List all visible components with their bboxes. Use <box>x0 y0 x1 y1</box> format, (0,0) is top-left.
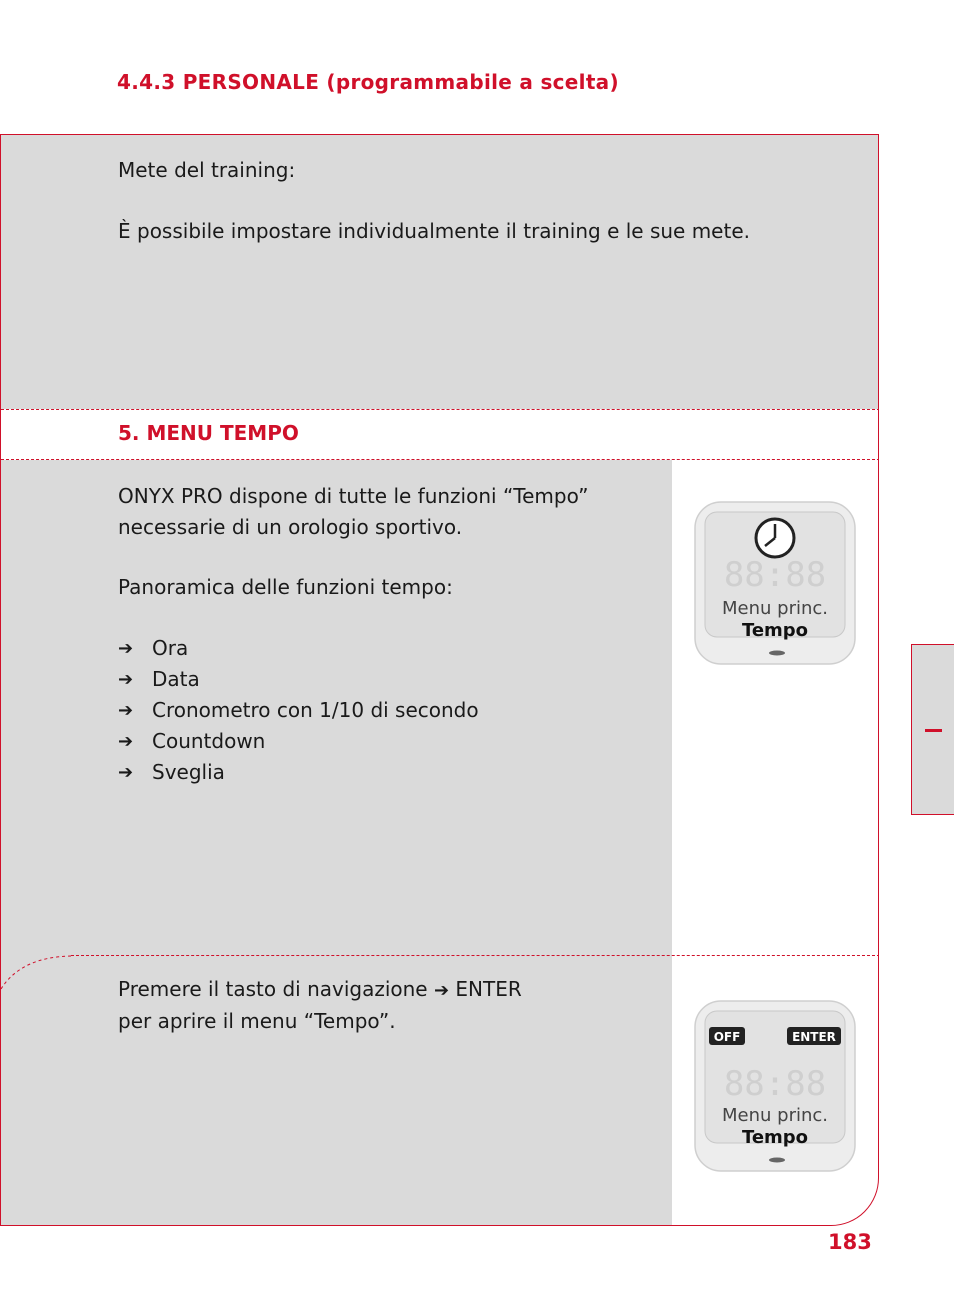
intro-line: Mete del training: <box>118 158 296 182</box>
instruction-line: per aprire il menu “Tempo”. <box>118 1009 396 1033</box>
lcd-line-2: Tempo <box>741 620 809 641</box>
chapter-tab <box>911 644 954 815</box>
watch-display-enter <box>691 993 863 1178</box>
lcd-line-1: Menu princ. <box>722 598 828 619</box>
content-panel <box>0 134 879 1226</box>
menu-description <box>118 481 589 543</box>
divider-curve <box>1 955 73 991</box>
divider <box>71 955 879 956</box>
menu-title: 5. MENU TEMPO <box>118 421 299 445</box>
arrow-right-icon: ➔ <box>118 731 134 752</box>
section-heading: 4.4.3 PERSONALE (programmabile a scelta) <box>117 70 619 94</box>
divider <box>1 459 879 460</box>
lcd-line-2: Tempo <box>741 1127 809 1148</box>
list-item: ➔ Cronometro con 1/10 di secondo <box>118 695 479 726</box>
arrow-right-icon: ➔ <box>118 638 134 659</box>
overview-label: Panoramica delle funzioni tempo: <box>118 575 453 599</box>
list-item: ➔ Countdown <box>118 726 479 757</box>
page-number: 183 <box>828 1230 872 1254</box>
arrow-right-icon: ➔ <box>433 980 450 1001</box>
enter-label: ENTER <box>792 1030 836 1044</box>
watch-display-tempo <box>691 490 863 670</box>
list-item: ➔ Sveglia <box>118 757 479 788</box>
brand-logo-icon <box>769 1158 785 1163</box>
arrow-right-icon: ➔ <box>118 700 134 721</box>
lcd-line-1: Menu princ. <box>722 1105 828 1126</box>
description-line: ONYX PRO dispone di tutte le funzioni “Tempo” <box>118 484 589 508</box>
divider <box>1 409 879 410</box>
instruction-text <box>118 974 522 1037</box>
instruction-line: Premere il tasto di navigazione ➔ ENTER <box>118 977 522 1001</box>
lcd-digits: 88:88 <box>723 1064 827 1104</box>
brand-logo-icon <box>769 651 785 656</box>
list-item: ➔ Ora <box>118 633 479 664</box>
lcd-digits: 88:88 <box>723 555 827 595</box>
chapter-tab-marker <box>925 729 942 732</box>
clock-icon <box>756 519 794 557</box>
list-item: ➔ Data <box>118 664 479 695</box>
arrow-right-icon: ➔ <box>118 669 134 690</box>
function-list <box>118 633 479 788</box>
description-line: necessarie di un orologio sportivo. <box>118 515 463 539</box>
off-label: OFF <box>713 1030 741 1044</box>
arrow-right-icon: ➔ <box>118 762 134 783</box>
intro-line: È possibile impostare individualmente il training e le sue mete. <box>118 219 750 243</box>
